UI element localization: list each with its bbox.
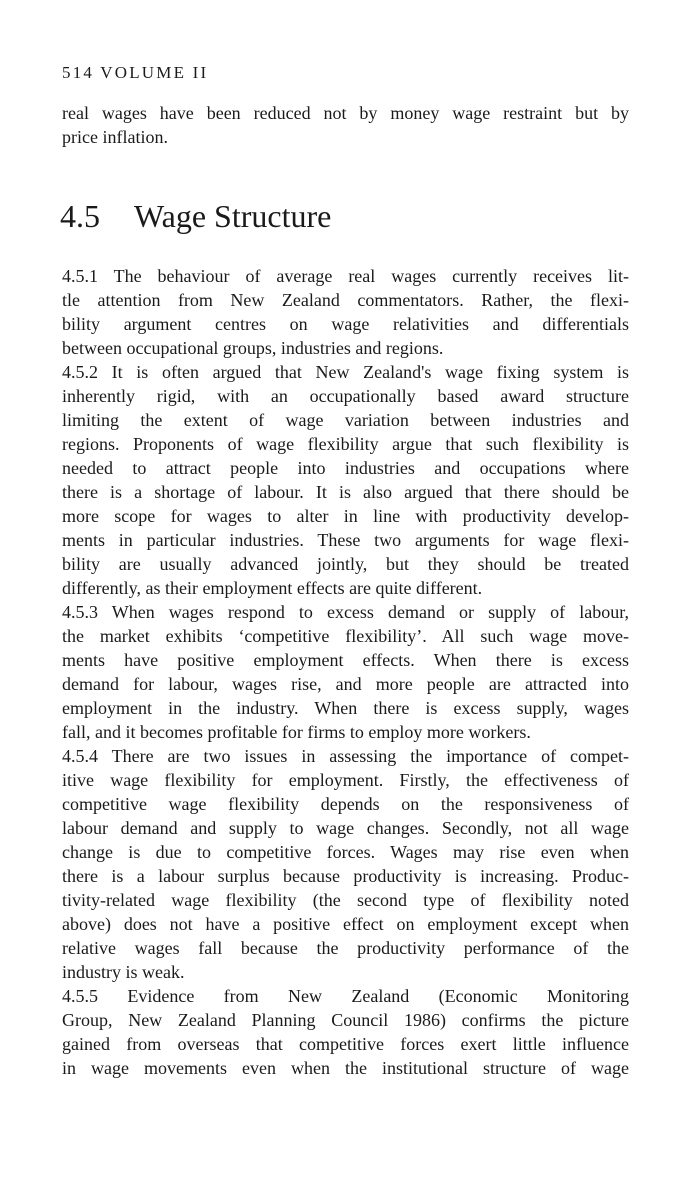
body-line: relative wages fall because the productivity performance of the: [62, 938, 629, 958]
body-line: competitive wage flexibility depends on the responsiveness of: [62, 794, 629, 814]
body-line: bility argument centres on wage relativities and differentials: [62, 314, 629, 334]
body-line: demand for labour, wages rise, and more people are attracted into: [62, 674, 629, 694]
body-line: fall, and it becomes profitable for firms to employ more workers.: [62, 722, 531, 742]
body-line: ments have positive employment effects. When there is excess: [62, 650, 629, 670]
section-heading: [60, 196, 331, 236]
body-line: there is a shortage of labour. It is also argued that there should be: [62, 482, 629, 502]
body-line: limiting the extent of wage variation between industries and: [62, 410, 629, 430]
body-line: price inflation.: [62, 127, 168, 147]
body-line: 4.5.4 There are two issues in assessing the importance of compet-: [62, 746, 629, 766]
body-line: tivity-related wage flexibility (the second type of flexibility noted: [62, 890, 629, 910]
running-head: 514 VOLUME II: [62, 63, 209, 82]
body-line: employment in the industry. When there is excess supply, wages: [62, 698, 629, 718]
body-line: labour demand and supply to wage changes. Secondly, not all wage: [62, 818, 629, 838]
body-line: 4.5.3 When wages respond to excess demand or supply of labour,: [62, 602, 629, 622]
section-number: 4.5: [60, 198, 100, 234]
body-line: needed to attract people into industries and occupations where: [62, 458, 629, 478]
body-line: tle attention from New Zealand commentators. Rather, the flexi-: [62, 290, 629, 310]
body-line: bility are usually advanced jointly, but they should be treated: [62, 554, 629, 574]
body-line: 4.5.1 The behaviour of average real wages currently receives lit-: [62, 266, 629, 286]
body-line: more scope for wages to alter in line with productivity develop-: [62, 506, 629, 526]
body-line: differently, as their employment effects are quite different.: [62, 578, 483, 598]
body-line: in wage movements even when the institutional structure of wage: [62, 1058, 629, 1078]
body-line: there is a labour surplus because productivity is increasing. Produc-: [62, 866, 629, 886]
body-line: the market exhibits ‘competitive flexibility’. All such wage move-: [62, 626, 629, 646]
body-line: 4.5.2 It is often argued that New Zealand's wage fixing system is: [62, 362, 629, 382]
section-title: Wage Structure: [134, 198, 332, 234]
body-line: change is due to competitive forces. Wages may rise even when: [62, 842, 629, 862]
body-line: inherently rigid, with an occupationally based award structure: [62, 386, 629, 406]
body-line: gained from overseas that competitive forces exert little influence: [62, 1034, 629, 1054]
body-line: between occupational groups, industries and regions.: [62, 338, 444, 358]
body-line: industry is weak.: [62, 962, 185, 982]
body-line: itive wage flexibility for employment. Firstly, the effectiveness of: [62, 770, 629, 790]
body-line: 4.5.5 Evidence from New Zealand (Economic Monitoring: [62, 986, 629, 1006]
body-line: real wages have been reduced not by money wage restraint but by: [62, 103, 629, 123]
body-line: ments in particular industries. These two arguments for wage flexi-: [62, 530, 629, 550]
body-line: Group, New Zealand Planning Council 1986) confirms the picture: [62, 1010, 629, 1030]
body-line: above) does not have a positive effect on employment except when: [62, 914, 629, 934]
body-line: regions. Proponents of wage flexibility argue that such flexibility is: [62, 434, 629, 454]
